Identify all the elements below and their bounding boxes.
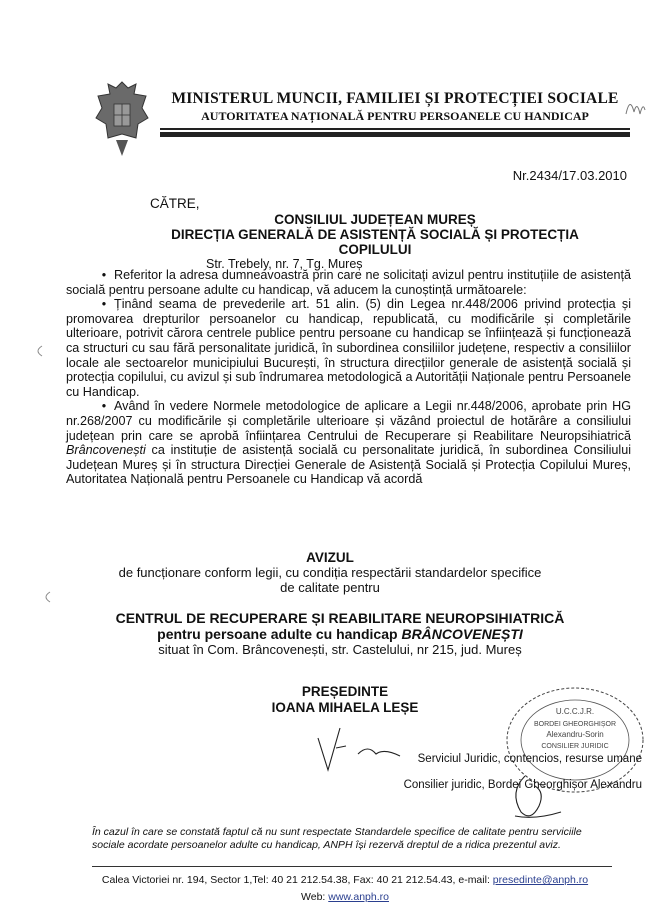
header-rule	[160, 128, 630, 130]
recipient-label: CĂTRE,	[150, 196, 200, 211]
letter-body	[66, 268, 631, 487]
signatory-block	[270, 684, 420, 716]
document-number: Nr.2434/17.03.2010	[512, 168, 627, 183]
margin-mark-icon	[32, 344, 46, 358]
footer-web: Web: www.anph.ro	[301, 891, 389, 903]
footer-rule	[92, 866, 612, 867]
recipient-address	[140, 212, 610, 271]
email-link[interactable]: presedinte@anph.ro	[492, 874, 589, 886]
aviz-section	[110, 550, 550, 595]
paragraph-1: • Referitor la adresa dumneavoastră prin care ne solicitați avizul pentru instituțiile de asistență socială pentru persoane adulte cu handicap, vă aducem la cunoștință următoarele:	[66, 268, 631, 297]
website-link[interactable]: www.anph.ro	[328, 891, 389, 903]
footer-contact: Calea Victoriei nr. 194, Sector 1,Tel: 40 21 212.54.38, Fax: 40 21 212.54.43, e-mail: presedinte@anph.ro	[101, 874, 589, 886]
bullet-icon: •	[101, 297, 107, 312]
recipient-council: CONSILIUL JUDEȚEAN MUREȘ	[274, 212, 476, 227]
center-location: situat în Com. Brâncovenești, str. Castelului, nr 215, jud. Mureș	[158, 642, 522, 657]
aviz-text: de funcționare conform legii, cu condiția respectării standardelor specifice de calitate pentru	[118, 565, 542, 595]
signatory-title: PREȘEDINTE	[301, 684, 389, 699]
stamp-name-1: BORDEI GHEORGHIȘOR	[533, 721, 617, 728]
coat-of-arms-icon	[92, 78, 152, 160]
paragraph-3: • Având în vedere Normele metodologice de aplicare a Legii nr.448/2006, aprobate prin HG nr.268/2007 cu modificările și completările ulterioare și văzând proiectul de hotărâre a consiliului județean prin care se aprobă înființarea Centrului de Recuperare și Reabilitare Neuropsihiatrică Brâncovenești ca instituție de asistență socială cu personalitate juridică, în subordinea Consiliului Județean Mureș și în structura Direcției Generale de Asistență Socială și Protecția Copilului Mureș, Autoritatea Națională pentru Persoanele cu Handicap vă acordă	[66, 399, 631, 487]
stamp-role: CONSILIER JURIDIC	[541, 743, 609, 750]
footer	[60, 873, 630, 904]
ministry-name: MINISTERUL MUNCII, FAMILIEI ȘI PROTECȚIEI SOCIALE	[171, 90, 619, 107]
handwritten-mark-icon	[624, 92, 646, 122]
recipient-directorate: DIRECȚIA GENERALĂ DE ASISTENȚĂ SOCIALĂ ȘI PROTECȚIA COPILULUI	[171, 227, 579, 257]
signatory-name: IOANA MIHAELA LEȘE	[271, 700, 419, 715]
disclaimer-note: În cazul în care se constată faptul că nu sunt respectate Standardele specifice de calitate pentru serviciile sociale acordate persoanelor adulte cu handicap, ANPH își rezervă dreptul de a ridica prezentul aviz.	[92, 826, 582, 851]
counsel-signature-icon	[505, 772, 565, 824]
stamp-org: U.C.C.J.R.	[555, 707, 595, 716]
center-block	[60, 610, 620, 658]
center-subtitle: pentru persoane adulte cu handicap BRÂNCOVENEȘTI	[157, 626, 523, 642]
authority-name: AUTORITATEA NAȚIONALĂ PENTRU PERSOANELE CU HANDICAP	[201, 109, 589, 123]
legal-counsel: Consilier juridic, Bordei Gheorghișor Alexandru	[403, 779, 642, 791]
paragraph-2: • Ținând seama de prevederile art. 51 alin. (5) din Legea nr.448/2006 privind protecția și promovarea drepturilor persoanelor cu handicap, republicată, cu modificările și completările ulterioare, potrivit cărora centrele publice pentru persoane cu handicap se înființează și funcționează ca structuri cu sau fără personalitate juridică, în subordinea consiliilor județene, respectiv a consiliilor locale ale sectoarelor municipiului București, în structura direcțiilor generale de asistență socială și protecția copilului, cu avizul și sub îndrumarea metodologică a Autorității Naționale pentru Persoanele cu Handicap.	[66, 297, 631, 399]
stamp-name-2: Alexandru-Sorin	[546, 730, 604, 739]
center-title: CENTRUL DE RECUPERARE ȘI REABILITARE NEUROPSIHIATRICĂ	[115, 610, 565, 626]
margin-mark-icon	[40, 590, 54, 604]
header-rule-thick	[160, 132, 630, 137]
recipient-street: Str. Trebely, nr. 7, Tg. Mureș	[206, 257, 363, 271]
aviz-title: AVIZUL	[306, 550, 354, 565]
bullet-icon: •	[101, 268, 107, 282]
legal-service: Serviciul Juridic, contencios, resurse umane	[417, 753, 642, 765]
bullet-icon: •	[101, 399, 107, 414]
ministry-header	[160, 90, 630, 124]
